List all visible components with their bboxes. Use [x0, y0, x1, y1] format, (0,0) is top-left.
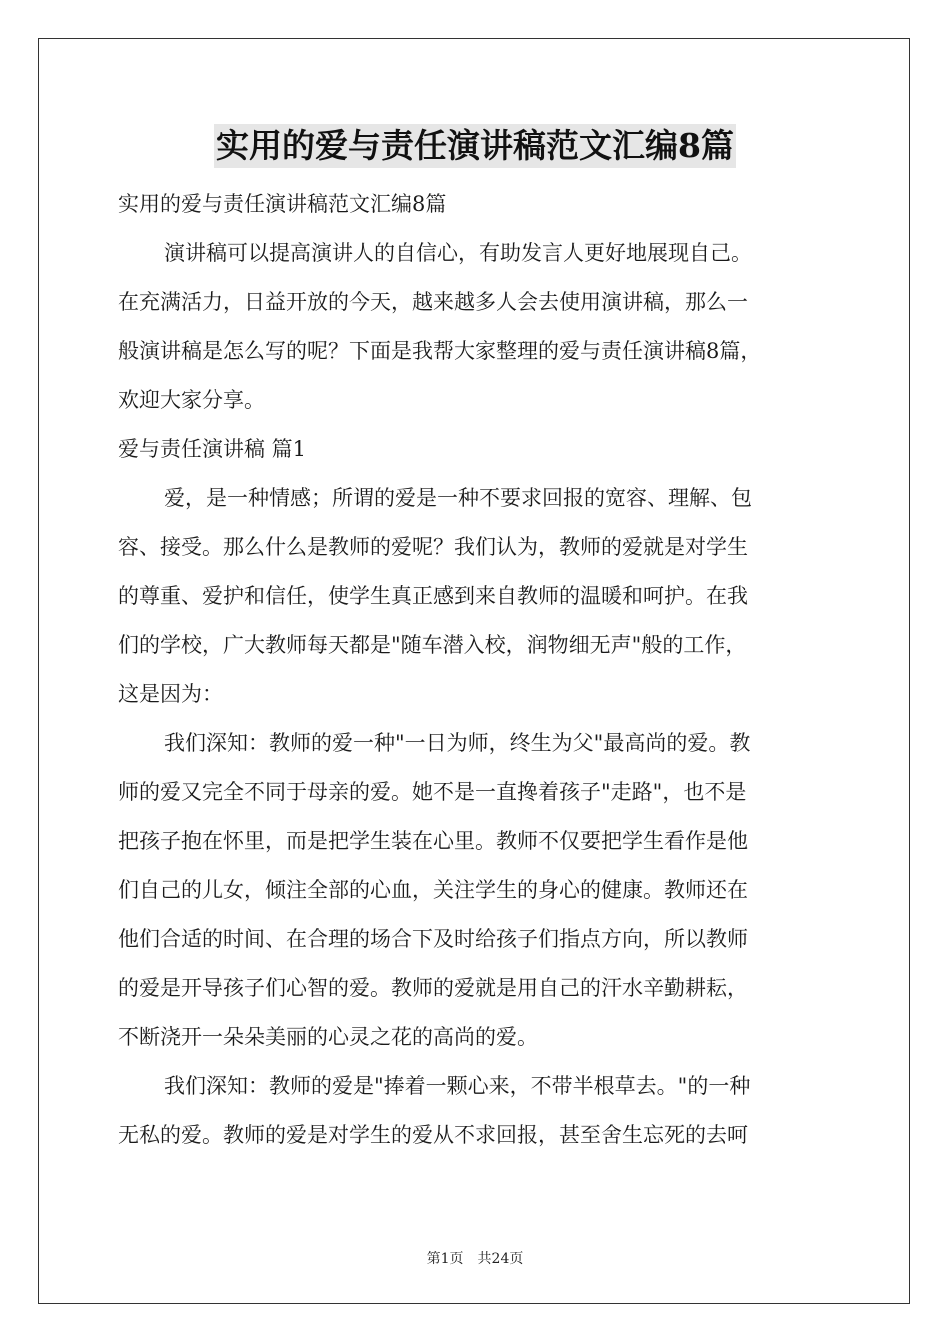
intro-line: 般演讲稿是怎么写的呢？下面是我帮大家整理的爱与责任演讲稿8篇，	[118, 339, 762, 363]
section-heading: 爱与责任演讲稿 篇1	[118, 437, 307, 461]
paragraph-2	[118, 719, 836, 1062]
paragraph-line: 我们深知：教师的爱是"捧着一颗心来，不带半根草去。"的一种	[164, 1074, 751, 1098]
page-footer: 第1页 共24页	[426, 1251, 524, 1267]
intro-paragraph	[118, 229, 836, 425]
paragraph-line: 他们合适的时间、在合理的场合下及时给孩子们指点方向，所以教师	[118, 927, 748, 951]
paragraph-line: 这是因为：	[118, 682, 223, 706]
paragraph-line: 无私的爱。教师的爱是对学生的爱从不求回报，甚至舍生忘死的去呵	[118, 1123, 748, 1147]
paragraph-line: 爱，是一种情感；所谓的爱是一种不要求回报的宽容、理解、包	[164, 486, 752, 510]
paragraph-line: 们自己的儿女，倾注全部的心血，关注学生的身心的健康。教师还在	[118, 878, 748, 902]
title-area	[0, 124, 950, 168]
paragraph-1	[118, 474, 836, 719]
intro-line: 演讲稿可以提高演讲人的自信心，有助发言人更好地展现自己。	[164, 241, 752, 265]
paragraph-line: 们的学校，广大教师每天都是"随车潜入校，润物细无声"般的工作，	[118, 633, 747, 657]
intro-line: 在充满活力，日益开放的今天，越来越多人会去使用演讲稿，那么一	[118, 290, 748, 314]
document-title: 实用的爱与责任演讲稿范文汇编8篇	[214, 124, 736, 168]
paragraph-line: 我们深知：教师的爱一种"一日为师，终生为父"最高尚的爱。教	[164, 731, 751, 755]
document-subtitle: 实用的爱与责任演讲稿范文汇编8篇	[118, 192, 447, 216]
paragraph-line: 的爱是开导孩子们心智的爱。教师的爱就是用自己的汗水辛勤耕耘，	[118, 976, 748, 1000]
document-body	[118, 180, 836, 1160]
paragraph-line: 师的爱又完全不同于母亲的爱。她不是一直搀着孩子"走路"，也不是	[118, 780, 747, 804]
intro-line: 欢迎大家分享。	[118, 388, 265, 412]
paragraph-line: 的尊重、爱护和信任，使学生真正感到来自教师的温暖和呵护。在我	[118, 584, 748, 608]
paragraph-line: 把孩子抱在怀里，而是把学生装在心里。教师不仅要把学生看作是他	[118, 829, 748, 853]
paragraph-line: 容、接受。那么什么是教师的爱呢？我们认为，教师的爱就是对学生	[118, 535, 748, 559]
paragraph-line: 不断浇开一朵朵美丽的心灵之花的高尚的爱。	[118, 1025, 538, 1049]
paragraph-3	[118, 1062, 836, 1160]
